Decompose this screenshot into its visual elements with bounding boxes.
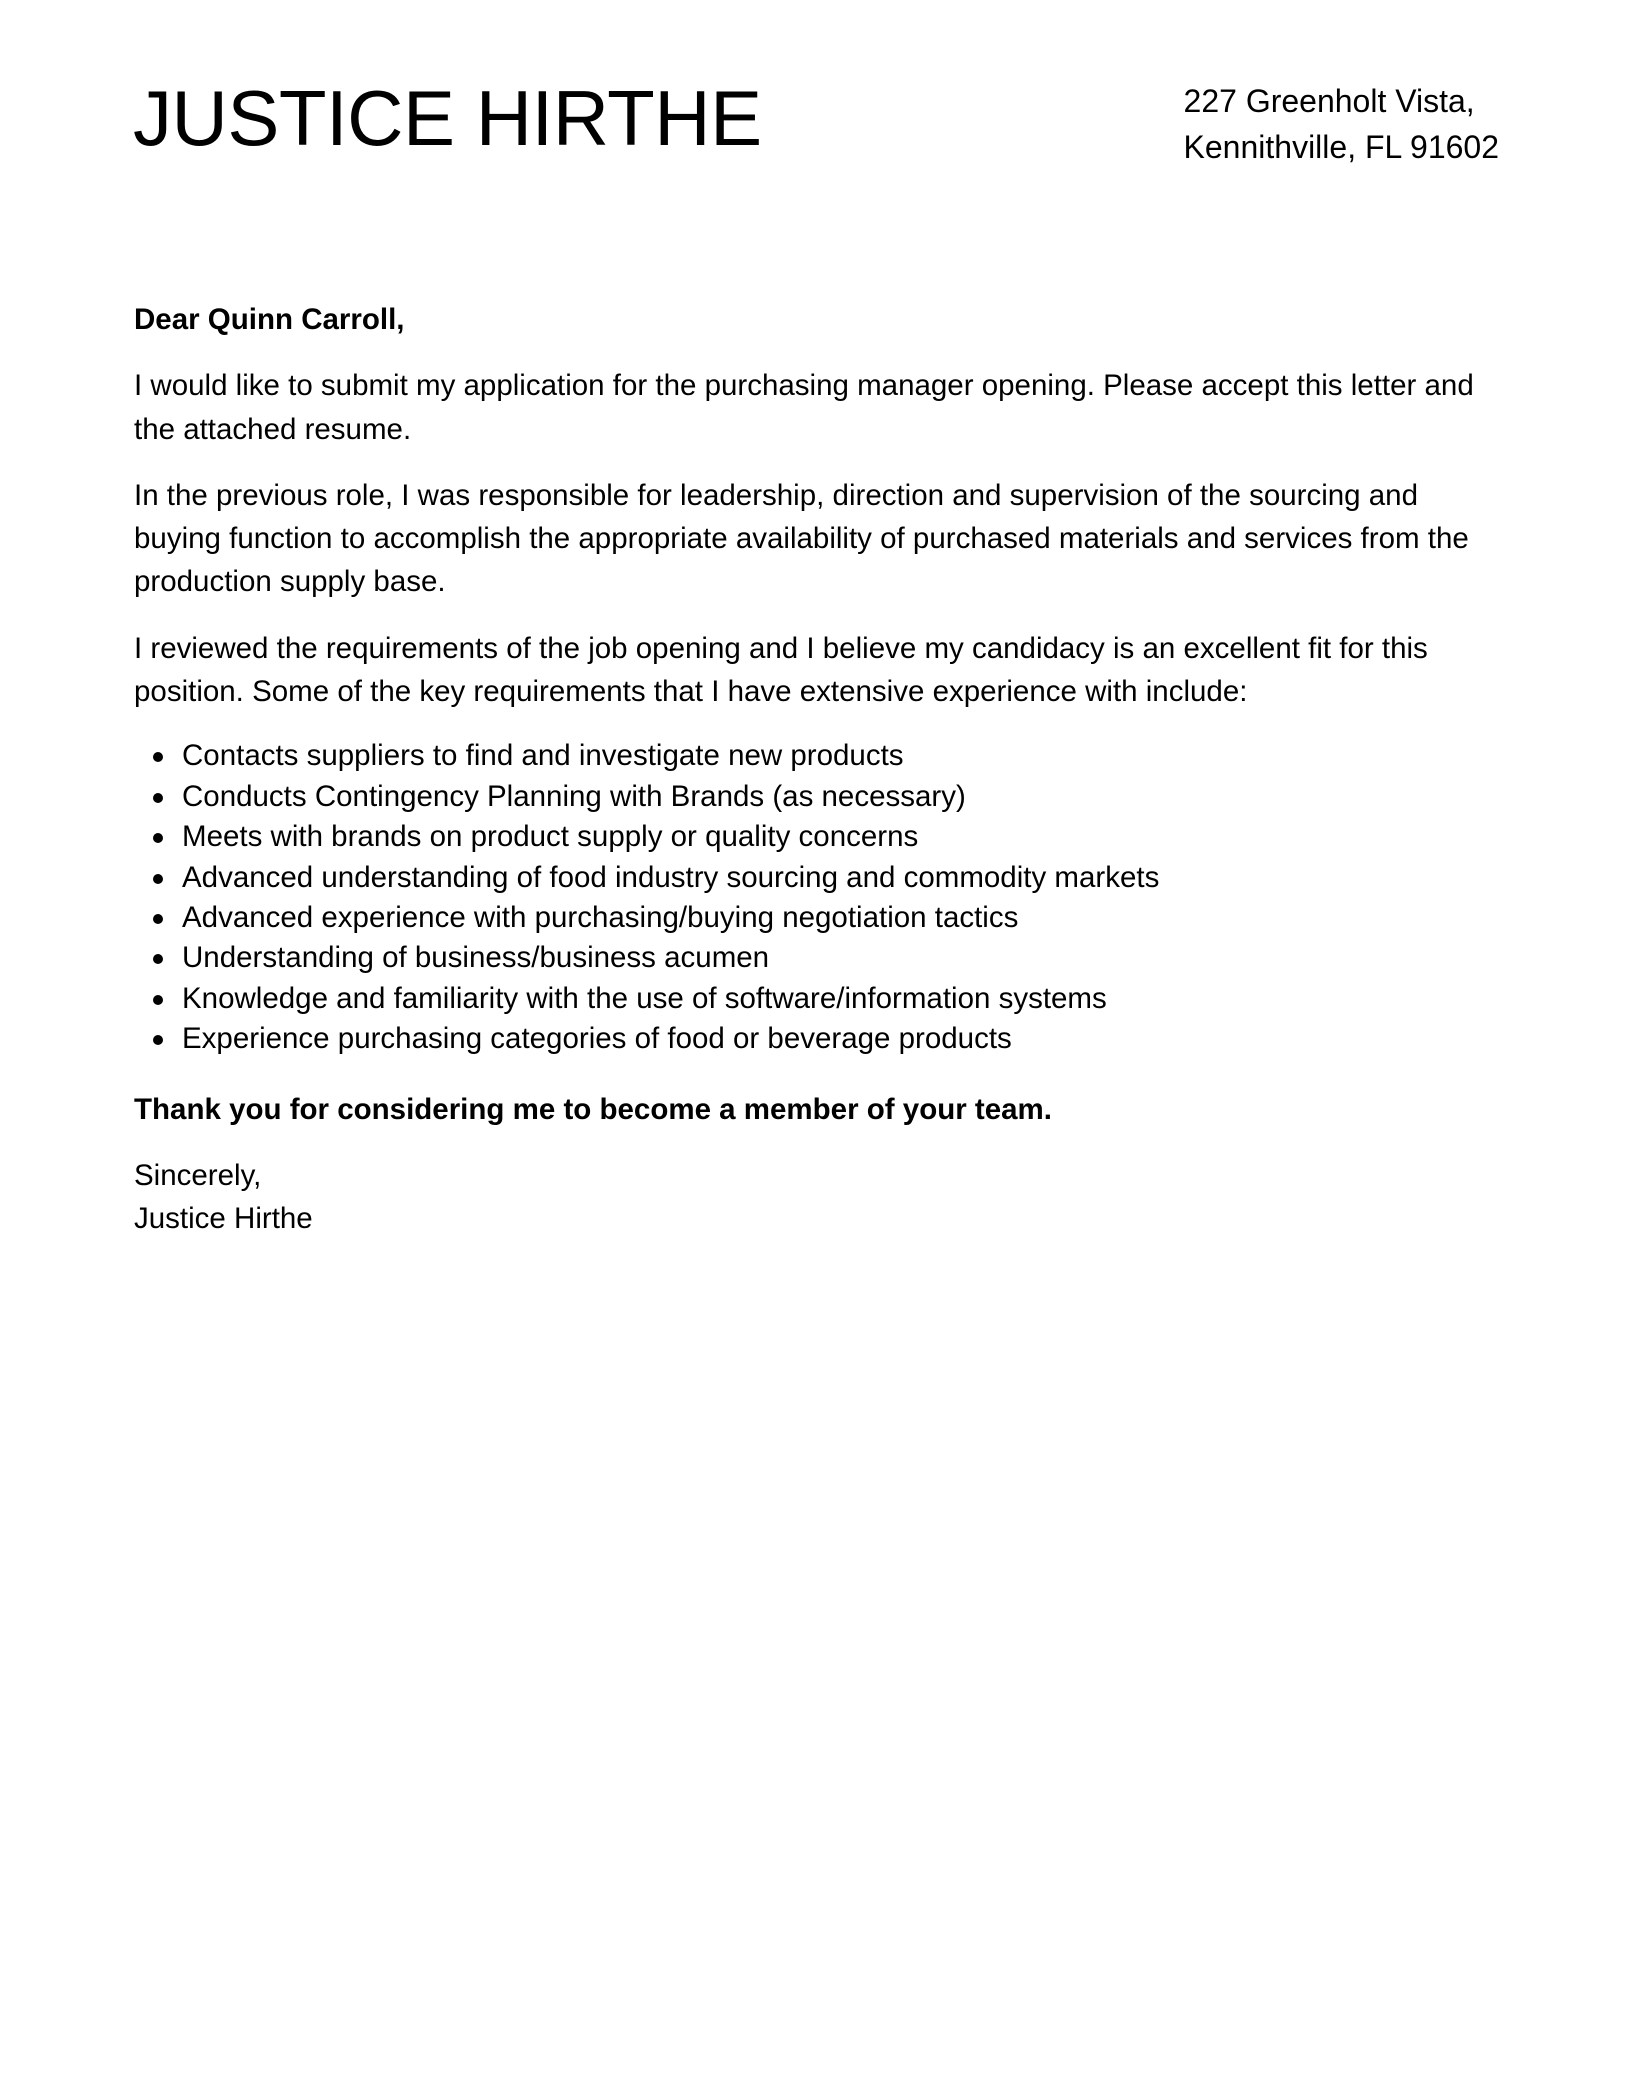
list-item-text: Experience purchasing categories of food or beverage products (182, 1022, 1012, 1056)
signoff: Sincerely, (134, 1158, 262, 1192)
letter-body (134, 298, 1500, 1264)
paragraph-intro: I would like to submit my application for the purchasing manager opening. Please accept this letter and the attached resume. (134, 369, 1474, 446)
bullet-icon (153, 1035, 163, 1045)
address-line-2: Kennithville, FL 91602 (1183, 129, 1499, 165)
list-item (134, 817, 1500, 857)
list-item (134, 979, 1500, 1019)
letter-header (133, 70, 1499, 190)
requirements-list (134, 736, 1500, 1059)
signoff-block (134, 1154, 1500, 1241)
bullet-icon (153, 874, 163, 884)
list-item-text: Advanced experience with purchasing/buying negotiation tactics (182, 901, 1019, 934)
list-item (134, 858, 1500, 898)
list-item (134, 777, 1500, 817)
list-item-text: Conducts Contingency Planning with Brands (as necessary) (182, 779, 966, 813)
list-item-text: Knowledge and familiarity with the use of software/information systems (182, 981, 1107, 1015)
list-item (134, 736, 1500, 776)
list-item-text: Contacts suppliers to find and investigate new products (182, 739, 904, 773)
list-item (134, 898, 1500, 938)
applicant-address (1184, 78, 1499, 170)
bullet-icon (153, 995, 163, 1005)
applicant-name: JUSTICE HIRTHE (133, 74, 762, 162)
bullet-icon (153, 793, 163, 803)
list-item-text: Understanding of business/business acumen (182, 941, 770, 975)
bullet-icon (153, 914, 163, 924)
list-item (134, 938, 1500, 978)
closing-statement: Thank you for considering me to become a member of your team. (134, 1092, 1052, 1126)
salutation: Dear Quinn Carroll, (134, 303, 405, 336)
signature: Justice Hirthe (134, 1202, 313, 1236)
address-line-1: 227 Greenholt Vista, (1183, 83, 1475, 119)
list-item (134, 1019, 1500, 1059)
list-item-text: Meets with brands on product supply or quality concerns (182, 820, 919, 854)
bullet-icon (153, 833, 163, 843)
bullet-icon (153, 954, 163, 964)
bullet-icon (153, 752, 163, 762)
list-item-text: Advanced understanding of food industry sourcing and commodity markets (182, 860, 1160, 894)
paragraph-previous-role: In the previous role, I was responsible for leadership, direction and supervision of the sourcing and buying function to accomplish the appropriate availability of purchased materials and services from the production supply base. (134, 478, 1469, 599)
paragraph-requirements: I reviewed the requirements of the job opening and I believe my candidacy is an excellent fit for this position. Some of the key requirements that I have extensive experience with include: (134, 631, 1428, 709)
